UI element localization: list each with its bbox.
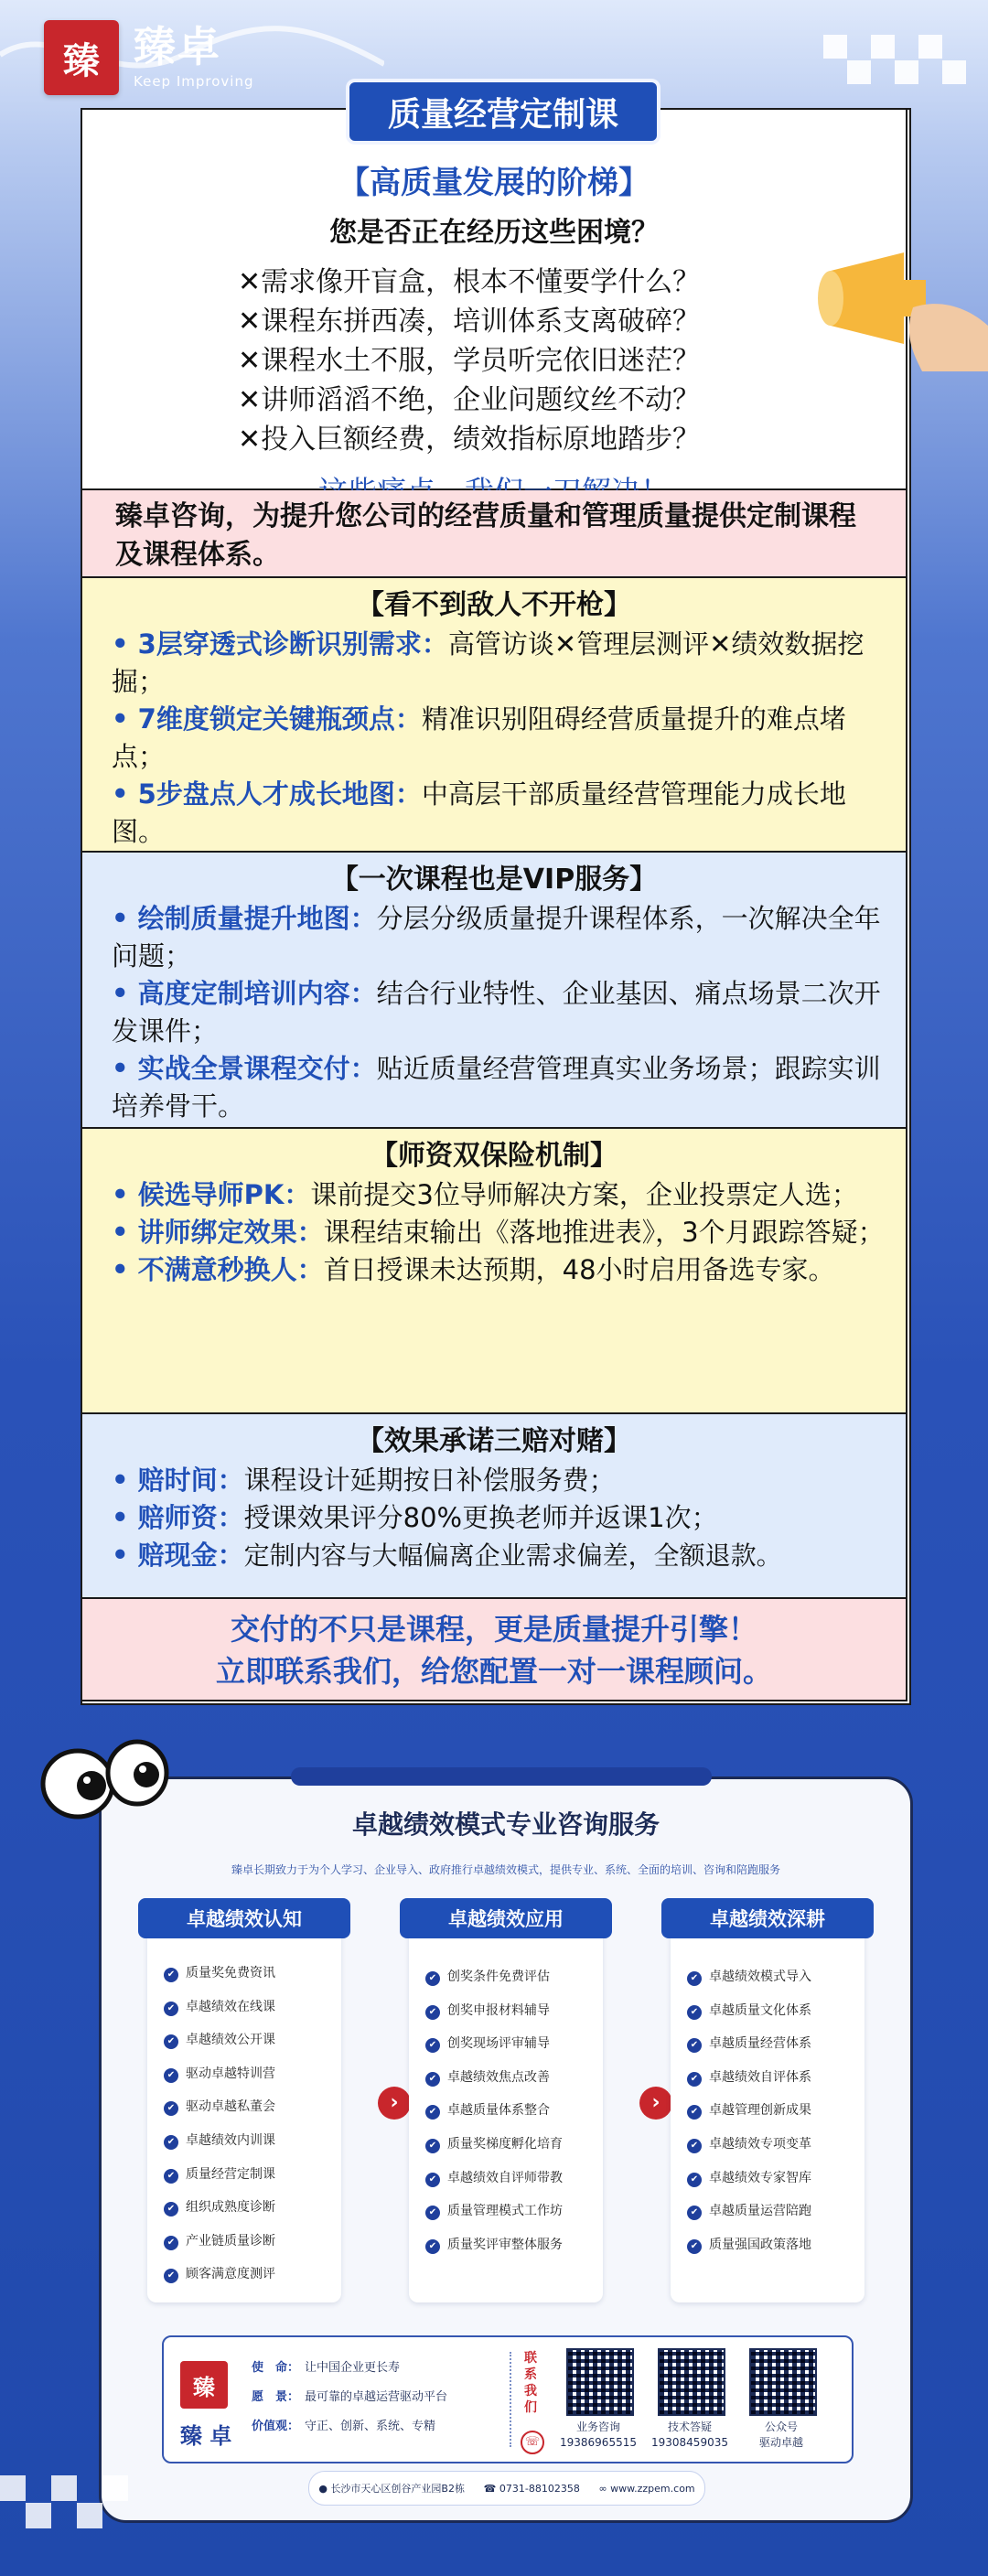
address-bar xyxy=(308,2471,705,2506)
qr-caption xyxy=(644,2420,736,2451)
service-list xyxy=(409,1916,603,2261)
column-title: 卓越绩效应用 xyxy=(400,1898,612,1938)
section-diagnosis xyxy=(81,578,907,853)
offer-statement: 臻卓咨询，为提升您公司的经营质量和管理质量提供定制课程及课程体系。 xyxy=(81,490,907,578)
section-compensation xyxy=(81,1414,907,1599)
qr-label: 技术答疑 xyxy=(667,2420,712,2433)
service-item: ✔ 卓越绩效焦点改善 xyxy=(425,2061,603,2095)
service-item: ✔ 创奖条件免费评估 xyxy=(425,1960,603,1994)
closing-line: 立即联系我们，给您配置一对一课程顾问。 xyxy=(215,1654,772,1689)
column-title: 卓越绩效深耕 xyxy=(661,1898,874,1938)
service-item: ✔ 质量奖评审整体服务 xyxy=(425,2228,603,2262)
bullet-text: 中高层干部质量经营管理能力成长地图。 xyxy=(112,778,846,847)
bullet-item xyxy=(82,900,906,975)
panel-subtitle: 臻卓长期致力于为个人学习、企业导入、政府推行卓越绩效模式，提供专业、系统、全面的培训、咨询和陪跑服务 xyxy=(231,1863,780,1876)
bullet-keyword: 候选导师PK： xyxy=(137,1179,311,1210)
intro-question: 您是否正在经历这些困境？ xyxy=(329,217,659,249)
bullet-text: 首日授课未达预期，48小时启用备选专家。 xyxy=(323,1254,835,1285)
closing-line: 交付的不只是课程，更是质量提升引擎！ xyxy=(230,1612,757,1647)
service-item: ✔ 质量奖梯度孵化培育 xyxy=(425,2128,603,2162)
service-item: ✔ 卓越绩效在线课 xyxy=(164,1991,341,2024)
bullet-dot-icon: • xyxy=(112,1179,138,1210)
bullet-text: 课前提交3位导师解决方案，企业投票定人选； xyxy=(310,1179,858,1210)
brand-logo xyxy=(44,20,253,95)
qr-label: 公众号 xyxy=(764,2420,798,2433)
bullet-keyword: 赔现金： xyxy=(137,1540,244,1571)
bullet-keyword: 高度定制培训内容： xyxy=(137,978,377,1009)
mission-label: 使 命： xyxy=(252,2361,300,2375)
section-title: 【效果承诺三赔对赌】 xyxy=(357,1425,631,1457)
bullet-dot-icon: • xyxy=(112,703,138,735)
checker-decoration xyxy=(823,35,970,88)
panel-top-bar xyxy=(291,1767,712,1786)
service-item: ✔ 质量强国政策落地 xyxy=(687,2228,864,2262)
qr-code-icon[interactable] xyxy=(749,2348,817,2416)
chevron-right-icon: › xyxy=(378,2087,411,2120)
bullet-text: 授课效果评分80%更换老师并返课1次； xyxy=(243,1502,718,1533)
section-title: 【一次课程也是VIP服务】 xyxy=(330,864,658,896)
cartoon-eyes-icon xyxy=(37,1731,174,1822)
service-column xyxy=(671,1908,864,2302)
bullet-keyword: 实战全景课程交付： xyxy=(137,1053,377,1084)
website-link[interactable]: www.zzpem.com xyxy=(610,2482,695,2495)
bullet-item xyxy=(82,1462,906,1499)
bullet-keyword: 赔师资： xyxy=(137,1502,244,1533)
qr-label: 业务咨询 xyxy=(575,2420,620,2433)
bullet-item xyxy=(82,1251,906,1289)
bullet-item xyxy=(82,776,906,851)
bullet-keyword: 3层穿透式诊断识别需求： xyxy=(137,628,448,660)
vision-text: 最可靠的卓越运营驱动平台 xyxy=(305,2390,448,2404)
bullet-dot-icon: • xyxy=(112,1465,138,1496)
qr-phone: 19308459035 xyxy=(651,2436,728,2449)
bullet-text: 分层分级质量提升课程体系，一次解决全年问题； xyxy=(112,903,881,971)
pain-item: ✕课程东拼西凑，培训体系支离破碎？ xyxy=(238,306,701,338)
service-item: ✔ 创奖现场评审辅导 xyxy=(425,2027,603,2061)
section-teacher-guarantee xyxy=(81,1129,907,1414)
mission-text: 让中国企业更长寿 xyxy=(305,2361,401,2375)
bullet-dot-icon: • xyxy=(112,1502,138,1533)
service-item: ✔ 产业链质量诊断 xyxy=(164,2225,341,2259)
telephone-text[interactable]: 0731-88102358 xyxy=(499,2482,580,2495)
service-item: ✔ 质量管理模式工作坊 xyxy=(425,2195,603,2228)
company-name: 臻 卓 xyxy=(180,2423,232,2449)
bullet-text: 精准识别阻碍经营质量提升的难点堵点； xyxy=(112,703,846,772)
brand-tagline: Keep Improving xyxy=(134,73,254,90)
bullet-item xyxy=(82,1499,906,1537)
qr-code-icon[interactable] xyxy=(566,2348,634,2416)
pain-item: ✕投入巨额经费，绩效指标原地踏步？ xyxy=(238,424,701,456)
bullet-item xyxy=(82,975,906,1050)
service-item: ✔ 创奖申报材料辅导 xyxy=(425,1994,603,2028)
divider xyxy=(510,2352,511,2447)
bullet-item xyxy=(82,1537,906,1574)
service-item: ✔ 卓越绩效内训课 xyxy=(164,2124,341,2158)
brand-name: 臻卓 xyxy=(134,22,221,71)
company-values xyxy=(252,2354,447,2442)
location-pin-icon: ● 长沙市天心区创谷产业园B2栋 xyxy=(318,2483,465,2495)
service-column xyxy=(409,1908,603,2302)
bullet-text: 结合行业特性、企业基因、痛点场景二次开发课件； xyxy=(112,978,881,1046)
bullet-text: 高管访谈✕管理层测评✕绩效数据挖掘； xyxy=(112,628,864,697)
qr-caption xyxy=(736,2420,827,2451)
bullet-keyword: 赔时间： xyxy=(137,1465,244,1496)
pain-item: ✕课程水土不服，学员听完依旧迷茫？ xyxy=(238,345,701,377)
service-item: ✔ 卓越质量体系整合 xyxy=(425,2094,603,2128)
chevron-right-icon: › xyxy=(639,2087,672,2120)
bullet-keyword: 讲师绑定效果： xyxy=(137,1217,324,1248)
bullet-keyword: 绘制质量提升地图： xyxy=(137,903,377,934)
bullet-item xyxy=(82,701,906,776)
section-title: 【师资双保险机制】 xyxy=(370,1140,618,1172)
company-info-card xyxy=(162,2335,854,2463)
bullet-keyword: 7维度锁定关键瓶颈点： xyxy=(137,703,422,735)
service-column xyxy=(147,1908,341,2302)
service-item: ✔ 卓越绩效自评体系 xyxy=(687,2061,864,2095)
bullet-text: 课程结束输出《落地推进表》，3个月跟踪答疑； xyxy=(323,1217,885,1248)
service-item: ✔ 驱动卓越私董会 xyxy=(164,2090,341,2124)
service-panel xyxy=(99,1776,913,2523)
bullet-dot-icon: • xyxy=(112,1053,138,1084)
service-item: ✔ 卓越绩效自评师带教 xyxy=(425,2162,603,2195)
pain-item: ✕讲师滔滔不绝，企业问题纹丝不动？ xyxy=(238,384,701,416)
bullet-text: 课程设计延期按日补偿服务费； xyxy=(243,1465,616,1496)
pain-list xyxy=(238,263,750,459)
intro-heading: 【高质量发展的阶梯】 xyxy=(338,165,650,201)
service-item: ✔ 质量奖免费资讯 xyxy=(164,1957,341,1991)
column-title: 卓越绩效认知 xyxy=(138,1898,350,1938)
page-title: 质量经营定制课 xyxy=(346,79,660,145)
section-title: 【看不到敌人不开枪】 xyxy=(357,589,631,621)
bullet-dot-icon: • xyxy=(112,778,138,810)
bullet-dot-icon: • xyxy=(112,1217,138,1248)
bullet-item xyxy=(82,1176,906,1214)
megaphone-icon xyxy=(812,243,988,371)
service-item: ✔ 卓越绩效公开课 xyxy=(164,2023,341,2057)
bullet-dot-icon: • xyxy=(112,903,138,934)
phone-icon: ☏ xyxy=(521,2431,544,2454)
service-item: ✔ 卓越绩效模式导入 xyxy=(687,1960,864,1994)
bullet-item xyxy=(82,1050,906,1125)
qr-account: 驱动卓越 xyxy=(758,2436,803,2449)
bullet-dot-icon: • xyxy=(112,978,138,1009)
bullet-keyword: 不满意秒换人： xyxy=(137,1254,324,1285)
brand-seal: 臻 xyxy=(44,20,119,95)
service-item: ✔ 卓越管理创新成果 xyxy=(687,2094,864,2128)
service-item: ✔ 卓越绩效专项变革 xyxy=(687,2128,864,2162)
service-item: ✔ 顾客满意度测评 xyxy=(164,2258,341,2292)
service-item: ✔ 卓越质量经营体系 xyxy=(687,2027,864,2061)
service-item: ✔ 驱动卓越特训营 xyxy=(164,2057,341,2091)
bullet-dot-icon: • xyxy=(112,628,138,660)
service-item: ✔ 组织成熟度诊断 xyxy=(164,2191,341,2225)
service-item: ✔ 质量经营定制课 xyxy=(164,2158,341,2192)
checker-decoration-bottom xyxy=(0,2475,165,2539)
service-list xyxy=(671,1916,864,2261)
service-item: ✔ 卓越质量运营陪跑 xyxy=(687,2195,864,2228)
intro-section xyxy=(81,108,907,490)
service-item: ✔ 卓越绩效专家智库 xyxy=(687,2162,864,2195)
service-item: ✔ 卓越质量文化体系 xyxy=(687,1994,864,2028)
bullet-text: 贴近质量经营管理真实业务场景；跟踪实训培养骨干。 xyxy=(112,1053,881,1122)
bullet-item xyxy=(82,626,906,701)
bullet-item xyxy=(82,1214,906,1251)
closing-section xyxy=(81,1599,907,1701)
qr-phone: 19386965515 xyxy=(560,2436,637,2449)
bullet-dot-icon: • xyxy=(112,1254,138,1285)
bullet-keyword: 5步盘点人才成长地图： xyxy=(137,778,422,810)
vision-label: 愿 景： xyxy=(252,2390,300,2404)
contact-label: 联系我们 xyxy=(524,2351,537,2415)
section-vip-service xyxy=(81,853,907,1129)
address-text: 长沙市天心区创谷产业园B2栋 xyxy=(330,2483,465,2495)
company-seal: 臻 xyxy=(180,2361,228,2409)
qr-code-icon[interactable] xyxy=(658,2348,725,2416)
pain-item: ✕需求像开盲盒，根本不懂要学什么？ xyxy=(238,266,701,298)
values-text: 守正、创新、系统、专精 xyxy=(305,2420,436,2433)
qr-caption xyxy=(553,2420,644,2451)
telephone-icon: ☎ 0731-88102358 xyxy=(483,2482,580,2495)
values-label: 价值观： xyxy=(252,2420,300,2433)
panel-title: 卓越绩效模式专业咨询服务 xyxy=(351,1809,660,1840)
bullet-dot-icon: • xyxy=(112,1540,138,1571)
bullet-text: 定制内容与大幅偏离企业需求偏差，全额退款。 xyxy=(243,1540,782,1571)
service-list xyxy=(147,1916,341,2292)
link-icon: ∞ www.zzpem.com xyxy=(598,2482,695,2495)
